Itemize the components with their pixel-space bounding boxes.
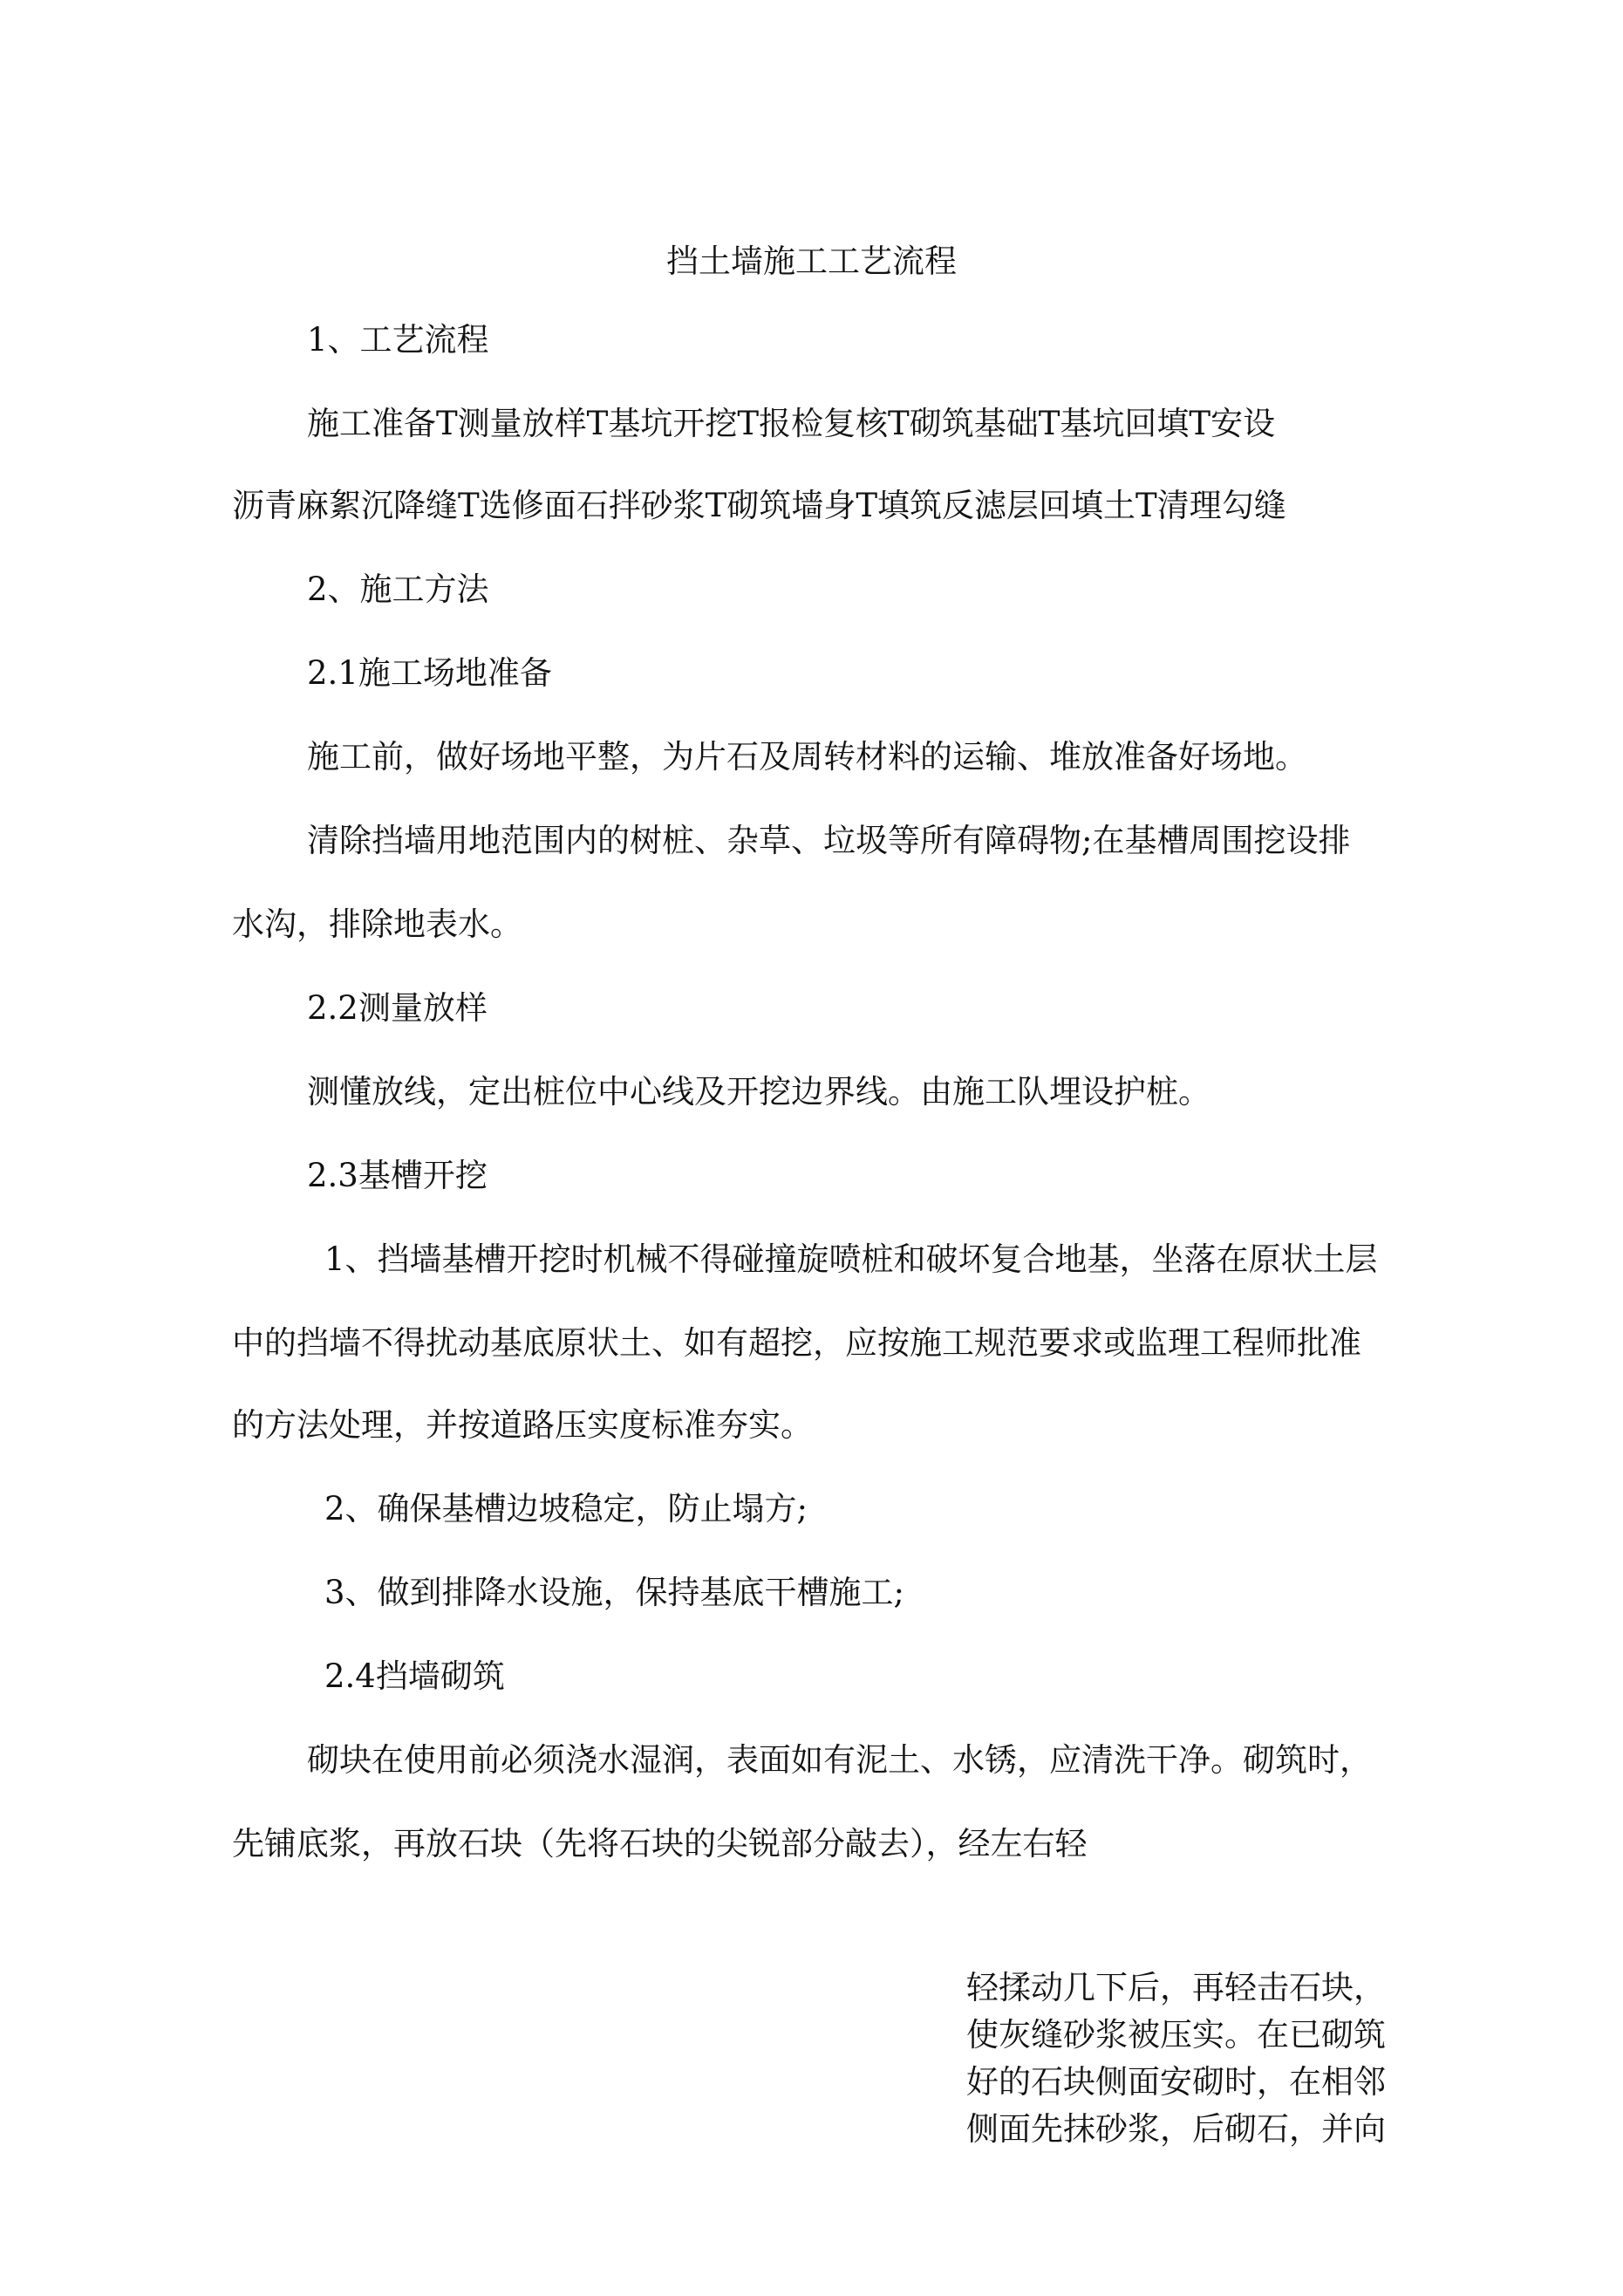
paragraph-line: 施工前，做好场地平整，为片石及周转材料的运输、堆放准备好场地。 <box>307 738 1307 776</box>
continuation-line: 轻揉动几下后，再轻击石块， <box>966 1969 1386 2006</box>
heading-method: 2、施工方法 <box>307 571 489 608</box>
subheading-site-prep: 2.1施工场地准备 <box>307 654 552 692</box>
list-item: 2、确保基槽边坡稳定，防止塌方; <box>324 1490 808 1527</box>
subheading-excavation: 2.3基槽开挖 <box>307 1157 488 1194</box>
continuation-text-block <box>966 1965 1437 2153</box>
paragraph-line: 中的挡墙不得扰动基底原状土、如有超挖，应按施工规范要求或监理工程师批准 <box>232 1324 1361 1362</box>
paragraph-line: 清除挡墙用地范围内的树桩、杂草、垃圾等所有障碍物;在基槽周围挖设排 <box>307 822 1351 859</box>
heading-process: 1、工艺流程 <box>307 321 489 359</box>
paragraph-line: 测懂放线，定出桩位中心线及开挖边界线。由施工队埋设护桩。 <box>307 1073 1210 1110</box>
subheading-survey: 2.2测量放样 <box>307 989 488 1027</box>
paragraph-line: 水沟，排除地表水。 <box>232 905 522 943</box>
document-title: 挡土墙施工工艺流程 <box>666 243 957 280</box>
paragraph-line: 砌块在使用前必须浇水湿润，表面如有泥土、水锈，应清洗干净。砌筑时， <box>307 1741 1372 1779</box>
paragraph-line: 先铺底浆，再放石块（先将石块的尖锐部分敲去），经左右轻 <box>232 1825 1088 1862</box>
subheading-masonry: 2.4挡墙砌筑 <box>324 1657 505 1695</box>
continuation-line: 好的石块侧面安砌时，在相邻 <box>966 2063 1386 2101</box>
continuation-line: 侧面先抹砂浆，后砌石，并向 <box>966 2110 1386 2148</box>
paragraph-line: 的方法处理，并按道路压实度标准夯实。 <box>232 1406 813 1444</box>
paragraph-line: 施工准备T测量放样T基坑开挖T报检复核T砌筑基础T基坑回填T安设 <box>307 405 1276 442</box>
paragraph-line: 沥青麻絮沉降缝T选修面石拌砂浆T砌筑墙身T填筑反滤层回填土T清理勾缝 <box>232 487 1286 524</box>
list-item: 3、做到排降水设施，保持基底干槽施工; <box>324 1574 905 1611</box>
paragraph-line: 1、挡墙基槽开挖时机械不得碰撞旋喷桩和破坏复合地基，坐落在原状土层 <box>324 1240 1378 1278</box>
continuation-line: 使灰缝砂浆被压实。在已砌筑 <box>966 2016 1386 2053</box>
